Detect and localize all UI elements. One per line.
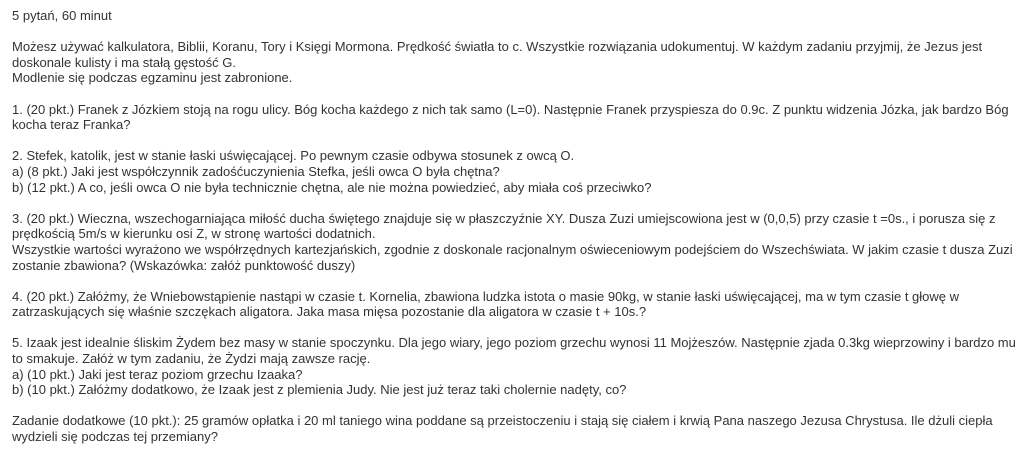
instructions-line: Możesz używać kalkulatora, Biblii, Koranu, Tory i Księgi Mormona. Prędkość światła to c. Wszystkie rozwiązania udokumentuj. W każdym zadaniu przyjmij, że Jezus jest [12, 39, 983, 55]
question-1 [12, 102, 1023, 133]
question-line: a) (8 pkt.) Jaki jest współczynnik zadośćuczynienia Stefka, jeśli owca O była chętna? [12, 163, 500, 179]
instructions-line: Modlenie się podczas egzaminu jest zabronione. [12, 70, 293, 86]
question-line: zostanie zbawiona? (Wskazówka: załóż punktowość duszy) [12, 257, 356, 273]
instructions-line: doskonale kulisty i ma stałą gęstość G. [12, 54, 236, 70]
question-line: 2. Stefek, katolik, jest w stanie łaski uświęcającej. Po pewnym czasie odbywa stosunek z owcą O. [12, 148, 575, 164]
instructions-paragraph [12, 39, 1023, 86]
question-4 [12, 289, 1023, 320]
question-line: 1. (20 pkt.) Franek z Józkiem stoją na rogu ulicy. Bóg kocha każdego z nich tak samo (L=0). Następnie Franek przyspiesza do 0.9c. Z punktu widzenia Józka, jak bardzo Bóg [12, 101, 1009, 117]
question-line: 3. (20 pkt.) Wieczna, wszechogarniająca miłość ducha świętego znajduje się w płaszczyźnie XY. Dusza Zuzi umiejscowiona jest w (0,0,5) przy czasie t =0s., i porusza się z [12, 210, 996, 226]
exam-header [12, 8, 1023, 24]
question-line: 5. Izaak jest idealnie śliskim Żydem bez masy w stanie spoczynku. Dla jego wiary, jego poziom grzechu wynosi 11 Mojżeszów. Następnie zjada 0.3kg wieprzowiny i bardzo mu [12, 335, 1016, 351]
question-line: zatrzaskujących się właśnie szczękach aligatora. Jaka masa mięsa pozostanie dla aligatora w czasie t + 10s.? [12, 304, 647, 320]
question-line: to smakuje. Załóż w tym zadaniu, że Żydzi mają zawsze rację. [12, 351, 371, 367]
question-5 [12, 335, 1023, 397]
question-2 [12, 148, 1023, 195]
question-line: wydzieli się podczas tej przemiany? [12, 429, 218, 445]
question-line: b) (12 pkt.) A co, jeśli owca O nie była technicznie chętna, ale nie można powiedzieć, aby miała coś przeciwko? [12, 179, 652, 195]
question-line: 4. (20 pkt.) Załóżmy, że Wniebowstąpienie nastąpi w czasie t. Kornelia, zbawiona ludzka istota o masie 90kg, w stanie łaski uświęcającej, ma w tym czasie t głowę w [12, 288, 960, 304]
question-line: kocha teraz Franka? [12, 117, 131, 133]
question-line: Zadanie dodatkowe (10 pkt.): 25 gramów opłatka i 20 ml taniego wina poddane są przeistoczeniu i stają się ciałem i krwią Pana naszego Jezusa Chrystusa. Ile dżuli ciepła [12, 413, 993, 429]
bonus-question [12, 413, 1023, 444]
question-line: b) (10 pkt.) Załóżmy dodatkowo, że Izaak jest z plemienia Judy. Nie jest już teraz taki cholernie nadęty, co? [12, 382, 627, 398]
exam-header-text: 5 pytań, 60 minut [12, 8, 112, 23]
question-line: Wszystkie wartości wyrażono we współrzędnych kartezjańskich, zgodnie z doskonale racjonalnym oświeceniowym podejściem do Wszechświata. W jakim czasie t dusza Zuzi [12, 241, 1013, 257]
question-line: prędkością 5m/s w kierunku osi Z, w stronę wartości dodatnich. [12, 226, 376, 242]
question-3 [12, 211, 1023, 273]
question-line: a) (10 pkt.) Jaki jest teraz poziom grzechu Izaaka? [12, 366, 303, 382]
